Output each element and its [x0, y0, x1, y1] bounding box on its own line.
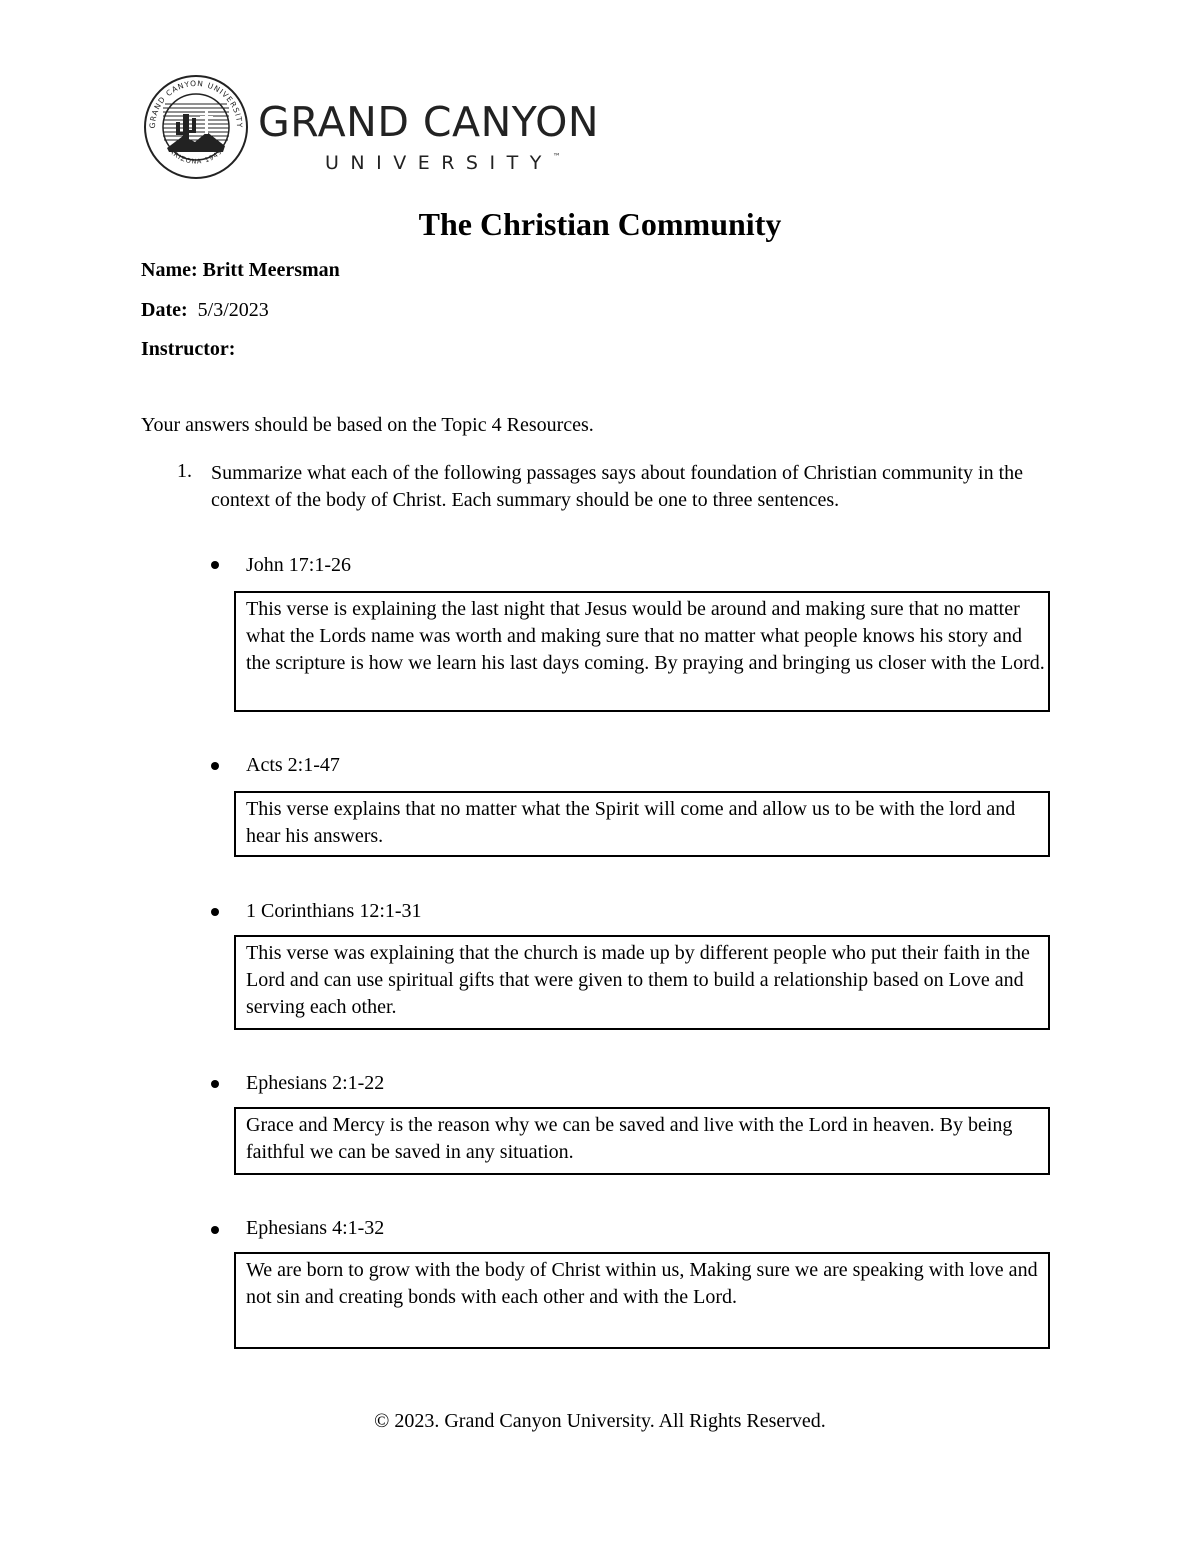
- bullet-icon: [211, 762, 219, 770]
- name-value: Britt Meersman: [202, 259, 340, 281]
- question-text: Summarize what each of the following passages says about foundation of Christian community in the context of the body of Christ. Each summary should be one to three sentences.: [211, 462, 1024, 511]
- answer-box: This verse explains that no matter what the Spirit will come and allow us to be with the lord and hear his answers.: [234, 791, 1050, 857]
- logo-wordmark-university: UNIVERSITY: [325, 152, 553, 174]
- passage-label: Acts 2:1-47: [246, 754, 340, 776]
- passage-label: John 17:1-26: [246, 554, 351, 576]
- university-seal-icon: [143, 74, 249, 180]
- passage-label: Ephesians 4:1-32: [246, 1217, 385, 1239]
- answer-box: This verse is explaining the last night that Jesus would be around and making sure that no matter what the Lords name was worth and making sure that no matter what people knows his story and the scripture is how we learn his last days coming. By praying and bringing us closer with the Lord.: [234, 591, 1050, 712]
- instructor-label: Instructor:: [141, 338, 236, 360]
- bullet-icon: [211, 561, 219, 569]
- answer-box: We are born to grow with the body of Christ within us, Making sure we are speaking with love and not sin and creating bonds with each other and with the Lord.: [234, 1252, 1050, 1349]
- answer-box: This verse was explaining that the church is made up by different people who put their faith in the Lord and can use spiritual gifts that were given to them to build a relationship based on Love and serving each other.: [234, 935, 1050, 1030]
- passage-label: 1 Corinthians 12:1-31: [246, 900, 422, 922]
- name-line: [141, 259, 340, 282]
- bullet-icon: [211, 1226, 219, 1234]
- svg-text:ARIZONA 1949: ARIZONA 1949: [167, 147, 225, 166]
- document-title: The Christian Community: [418, 206, 782, 242]
- instructions-text: Your answers should be based on the Topic 4 Resources.: [141, 414, 594, 436]
- instructor-line: [141, 338, 235, 361]
- university-logo: [143, 74, 623, 186]
- date-label: Date:: [141, 299, 188, 321]
- date-line: [141, 299, 269, 322]
- passage-label: Ephesians 2:1-22: [246, 1072, 385, 1094]
- bullet-icon: [211, 1080, 219, 1088]
- copyright-footer: © 2023. Grand Canyon University. All Rights Reserved.: [374, 1410, 826, 1432]
- answer-box: Grace and Mercy is the reason why we can be saved and live with the Lord in heaven. By being faithful we can be saved in any situation.: [234, 1107, 1050, 1175]
- bullet-icon: [211, 908, 219, 916]
- logo-wordmark-bottom: [325, 153, 561, 173]
- trademark-symbol: ™: [552, 152, 561, 161]
- date-value: 5/3/2023: [197, 299, 269, 321]
- logo-wordmark-top: GRAND CANYON: [258, 98, 600, 146]
- question-number: 1.: [177, 460, 192, 482]
- svg-text:GRAND CANYON UNIVERSITY: GRAND CANYON UNIVERSITY: [147, 78, 245, 129]
- name-label: Name:: [141, 259, 198, 281]
